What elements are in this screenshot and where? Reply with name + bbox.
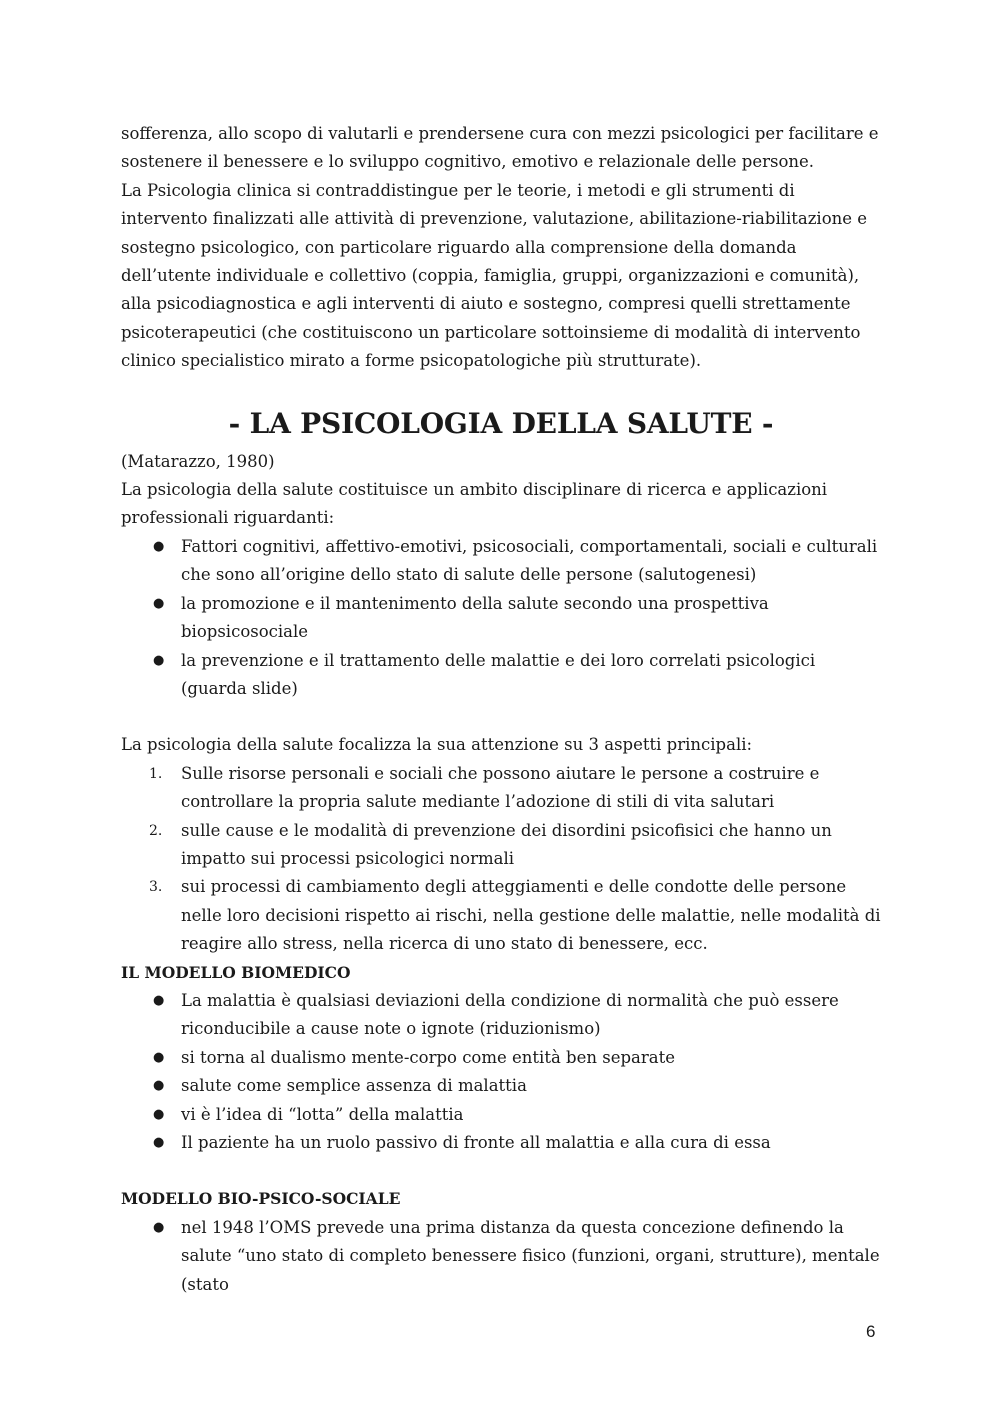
list-item-text: sui processi di cambiamento degli atteggiamenti e delle condotte delle persone nelle loro decisioni rispetto ai rischi, nella gestione delle malattie, nelle modalità di reagire allo stress, nella ricerca di uno stato di benessere, ecc. [181, 877, 881, 954]
intro-paragraph-1: sofferenza, allo scopo di valutarli e prendersene cura con mezzi psicologici per facilitare e sostenere il benessere e lo sviluppo cognitivo, emotivo e relazionale delle persone. [121, 124, 879, 172]
list-item-text: si torna al dualismo mente-corpo come entità ben separate [181, 1047, 675, 1067]
bullet-icon: ● [153, 595, 165, 611]
spacer [121, 1157, 881, 1185]
list-item [121, 817, 881, 874]
list-item-text: la prevenzione e il trattamento delle malattie e dei loro correlati psicologici (guarda slide) [181, 650, 816, 698]
list-item [121, 590, 881, 647]
health-factors-list [121, 533, 881, 703]
bullet-icon: ● [153, 1135, 165, 1150]
list-item-text: salute come semplice assenza di malattia [181, 1076, 527, 1096]
list-item [121, 1129, 881, 1157]
spacer [121, 703, 881, 731]
focus-intro: La psicologia della salute focalizza la sua attenzione su 3 aspetti principali: [121, 735, 753, 755]
list-number: 2. [149, 822, 163, 839]
bullet-icon: ● [153, 1078, 165, 1094]
bullet-icon: ● [153, 538, 165, 554]
list-item-text: nel 1948 l’OMS prevede una prima distanza da questa concezione definendo la salute “uno stato di completo benessere fisico (funzioni, organi, strutture), mentale (stato [181, 1217, 880, 1294]
list-item-text: Sulle risorse personali e sociali che possono aiutare le persone a costruire e controllare la propria salute mediante l’adozione di stili di vita salutari [181, 763, 820, 812]
bullet-icon: ● [153, 652, 165, 668]
bullet-icon: ● [153, 1049, 165, 1065]
list-item [121, 533, 881, 590]
list-number: 3. [149, 879, 163, 896]
list-item-text: vi è l’idea di “lotta” della malattia [181, 1104, 464, 1124]
list-item [121, 1214, 881, 1299]
list-item-text: Fattori cognitivi, affettivo-emotivi, psicosociali, comportamentali, sociali e culturali che sono all’origine dello stato di salute delle persone (salutogenesi) [181, 536, 878, 585]
intro-paragraph-2: La Psicologia clinica si contraddistingue per le teorie, i metodi e gli strumenti di intervento finalizzati alle attività di prevenzione, valutazione, abilitazione-riabilitazione e sostegno psicologico, con particolare riguardo alla comprensione della domanda dell’utente individuale e collettivo (coppia, famiglia, gruppi, organizzazioni e comunità), alla psicodiagnostica e agli interventi di aiuto e sostegno, compresi quelli strettamente psicoterapeutici (che costituiscono un particolare sottoinsieme di modalità di intervento clinico specialistico mirato a forme psicopatologiche più strutturate). [121, 180, 868, 371]
biomedical-heading: IL MODELLO BIOMEDICO [121, 962, 351, 982]
definition-paragraph: La psicologia della salute costituisce un ambito disciplinare di ricerca e applicazioni professionali riguardanti: [121, 480, 828, 528]
bps-heading: MODELLO BIO-PSICO-SOCIALE [121, 1189, 401, 1209]
bullet-icon: ● [153, 992, 165, 1008]
bullet-icon: ● [153, 1219, 165, 1235]
focus-aspects-list [121, 760, 881, 959]
section-title: - LA PSICOLOGIA DELLA SALUTE - [228, 406, 774, 440]
list-item [121, 1044, 881, 1072]
bps-list [121, 1214, 881, 1299]
bullet-icon: ● [153, 1106, 165, 1122]
list-item-text: La malattia è qualsiasi deviazioni della condizione di normalità che può essere riconducibile a cause note o ignote (riduzionismo) [181, 990, 839, 1039]
biomedical-list [121, 987, 881, 1157]
list-number: 1. [149, 765, 163, 782]
list-item [121, 1101, 881, 1129]
list-item [121, 647, 881, 704]
list-item [121, 987, 881, 1044]
citation: (Matarazzo, 1980) [121, 451, 275, 471]
list-item-text: la promozione e il mantenimento della salute secondo una prospettiva biopsicosociale [181, 593, 769, 642]
list-item [121, 1072, 881, 1100]
page-number: 6 [866, 1322, 876, 1341]
list-item [121, 760, 881, 817]
list-item [121, 873, 881, 958]
list-item-text: Il paziente ha un ruolo passivo di fronte all malattia e alla cura di essa [181, 1133, 771, 1152]
page-content [121, 120, 881, 1299]
list-item-text: sulle cause e le modalità di prevenzione dei disordini psicofisici che hanno un impatto sui processi psicologici normali [181, 820, 832, 868]
